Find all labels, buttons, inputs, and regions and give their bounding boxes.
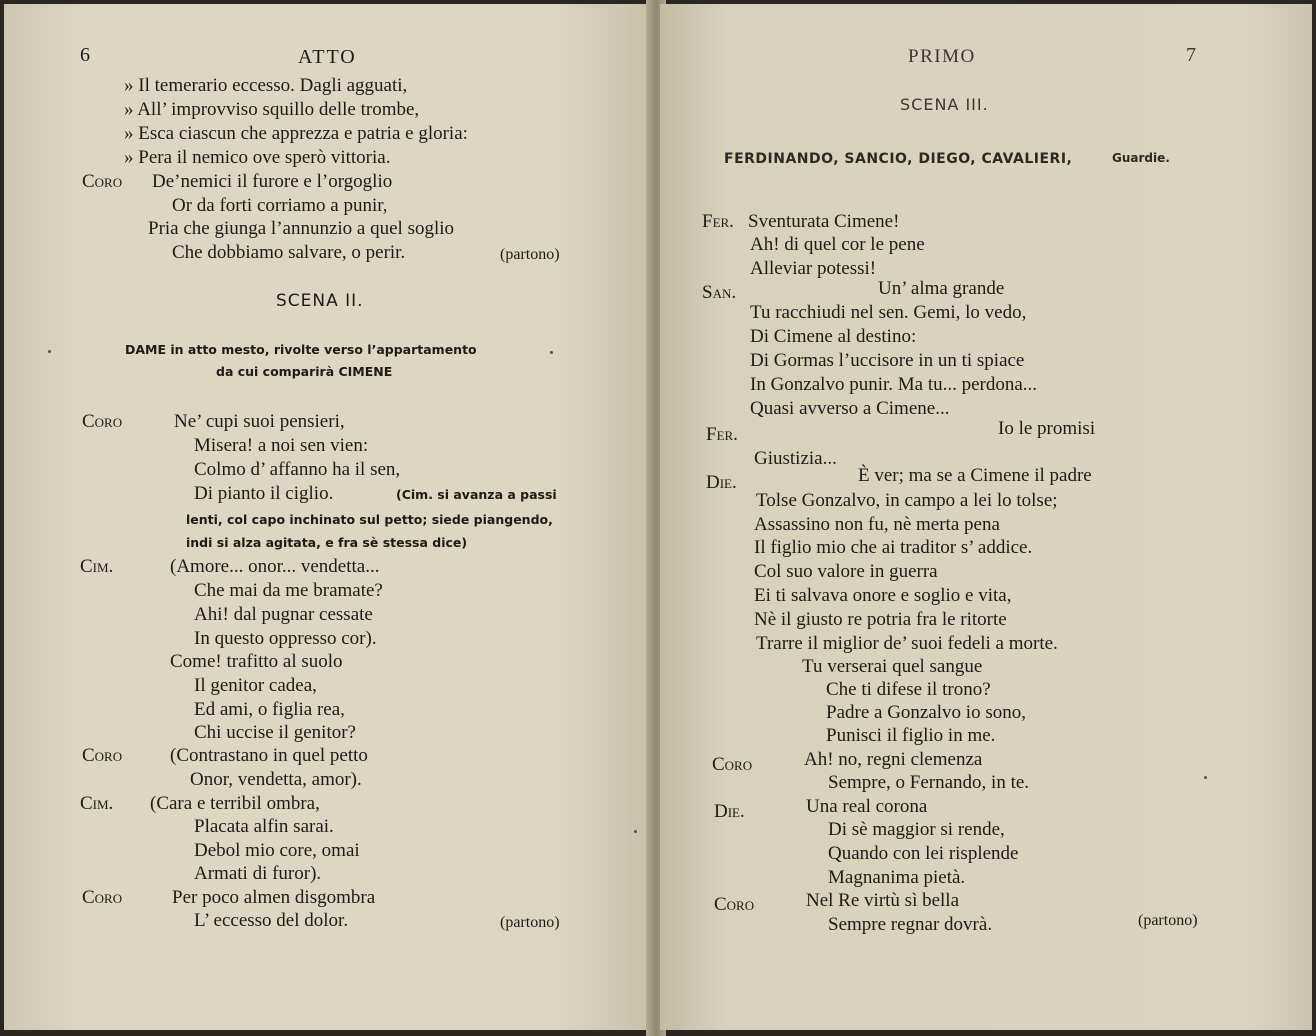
- verse-line: Onor, vendetta, amor).: [190, 769, 362, 790]
- speaker-label: Coro: [714, 894, 755, 915]
- paper-speck: [48, 350, 51, 353]
- verse-line: Che ti difese il trono?: [826, 679, 991, 700]
- verse-line: Di Cimene al destino:: [750, 326, 917, 347]
- verse-line: Giustizia...: [754, 448, 837, 469]
- exit-direction: (partono): [1138, 912, 1198, 929]
- speaker-label: Coro: [82, 171, 123, 192]
- verse-line: Ahi! dal pugnar cessate: [194, 604, 373, 625]
- verse-line: (Cara e terribil ombra,: [150, 793, 320, 814]
- running-head-left: ATTO: [298, 46, 357, 68]
- verse-line: Nè il giusto re potria fra le ritorte: [754, 609, 1007, 630]
- speaker-label: Coro: [712, 754, 753, 775]
- verse-line: » Esca ciascun che apprezza e patria e gloria:: [124, 123, 468, 144]
- paper-speck: [1204, 776, 1207, 779]
- running-head-right: PRIMO: [908, 46, 976, 67]
- stage-direction: indi si alza agitata, e fra sè stessa dice): [186, 535, 468, 550]
- speaker-label: San.: [702, 282, 737, 303]
- exit-direction: (partono): [500, 246, 560, 263]
- verse-line: Debol mio core, omai: [194, 840, 360, 861]
- verse-line: Chi uccise il genitor?: [194, 722, 356, 743]
- page-number-right: 7: [1186, 44, 1196, 66]
- verse-line: Una real corona: [806, 796, 928, 817]
- speaker-label: Cim.: [80, 793, 114, 814]
- speaker-label: Coro: [82, 745, 123, 766]
- verse-line: Tu racchiudi nel sen. Gemi, lo vedo,: [750, 302, 1027, 323]
- verse-line: Per poco almen disgombra: [172, 887, 376, 908]
- verse-line: È ver; ma se a Cimene il padre: [858, 465, 1092, 486]
- scene-title: SCENA III.: [900, 95, 989, 114]
- verse-line: Placata alfin sarai.: [194, 816, 334, 837]
- speaker-label: Die.: [714, 801, 745, 822]
- verse-line: Sventurata Cimene!: [748, 211, 900, 232]
- verse-line: Padre a Gonzalvo io sono,: [826, 702, 1026, 723]
- verse-line: Di Gormas l’uccisore in un ti spiace: [750, 350, 1025, 371]
- verse-line: (Amore... onor... vendetta...: [170, 556, 380, 577]
- paper-speck: [634, 830, 637, 833]
- verse-line: L’ eccesso del dolor.: [194, 910, 349, 931]
- verse-line: Di pianto il ciglio.: [194, 483, 334, 504]
- verse-line: De’nemici il furore e l’orgoglio: [152, 171, 393, 192]
- verse-line: Ah! di quel cor le pene: [750, 234, 925, 255]
- speaker-label: Cim.: [80, 556, 114, 577]
- verse-line: Che dobbiamo salvare, o perir.: [172, 242, 406, 263]
- verse-line: Ed ami, o figlia rea,: [194, 699, 345, 720]
- verse-line: Pria che giunga l’annunzio a quel soglio: [148, 218, 455, 239]
- verse-line: Nel Re virtù sì bella: [806, 890, 960, 911]
- paper-speck: [550, 351, 553, 354]
- verse-line: (Contrastano in quel petto: [170, 745, 368, 766]
- speaker-label: Fer.: [702, 211, 734, 232]
- verse-line: Armati di furor).: [194, 863, 322, 884]
- verse-line: Sempre, o Fernando, in te.: [828, 772, 1030, 793]
- verse-line: Assassino non fu, nè merta pena: [754, 514, 1000, 535]
- speaker-label: Coro: [82, 887, 123, 908]
- verse-line: Il figlio mio che ai traditor s’ addice.: [754, 537, 1033, 558]
- verse-line: Colmo d’ affanno ha il sen,: [194, 459, 401, 480]
- scene-title: SCENA II.: [276, 291, 364, 311]
- verse-line: Magnanima pietà.: [828, 867, 966, 888]
- verse-line: » Pera il nemico ove sperò vittoria.: [124, 147, 391, 168]
- exit-direction: (partono): [500, 914, 560, 931]
- verse-line: Ah! no, regni clemenza: [804, 749, 983, 770]
- verse-line: Ei ti salvava onore e soglio e vita,: [754, 585, 1012, 606]
- verse-line: Alleviar potessi!: [750, 258, 877, 279]
- characters-list: FERDINANDO, SANCIO, DIEGO, CAVALIERI,: [724, 151, 1073, 167]
- verse-line: In questo oppresso cor).: [194, 628, 377, 649]
- speaker-label: Coro: [82, 411, 123, 432]
- verse-line: Che mai da me bramate?: [194, 580, 383, 601]
- verse-line: Il genitor cadea,: [194, 675, 317, 696]
- verse-line: Sempre regnar dovrà.: [828, 914, 993, 935]
- stage-direction: DAME in atto mesto, rivolte verso l’appartamento: [125, 342, 477, 357]
- speaker-label: Die.: [706, 472, 737, 493]
- verse-line: Misera! a noi sen vien:: [194, 435, 369, 456]
- verse-line: Io le promisi: [998, 418, 1096, 439]
- verse-line: Col suo valore in guerra: [754, 561, 938, 582]
- verse-line: Di sè maggior si rende,: [828, 819, 1005, 840]
- verse-line: Tolse Gonzalvo, in campo a lei lo tolse;: [756, 490, 1058, 511]
- verse-line: » All’ improvviso squillo delle trombe,: [124, 99, 420, 120]
- verse-line: Ne’ cupi suoi pensieri,: [174, 411, 345, 432]
- speaker-label: Fer.: [706, 424, 738, 445]
- stage-direction: lenti, col capo inchinato sul petto; siede piangendo,: [186, 512, 553, 527]
- verse-line: Come! trafitto al suolo: [170, 651, 343, 672]
- right-page: [660, 4, 1312, 1030]
- verse-line: Quasi avverso a Cimene...: [750, 398, 950, 419]
- verse-line: Tu verserai quel sangue: [802, 656, 983, 677]
- verse-line: Punisci il figlio in me.: [826, 725, 996, 746]
- verse-line: » Il temerario eccesso. Dagli agguati,: [124, 75, 408, 96]
- left-page: [4, 4, 652, 1030]
- verse-line: Trarre il miglior de’ suoi fedeli a morte.: [756, 633, 1058, 654]
- stage-direction: da cui comparirà CIMENE: [216, 364, 393, 379]
- verse-line: Un’ alma grande: [878, 278, 1005, 299]
- page-number-left: 6: [80, 44, 90, 66]
- verse-line: Or da forti corriamo a punir,: [172, 195, 388, 216]
- verse-line: In Gonzalvo punir. Ma tu... perdona...: [750, 374, 1038, 395]
- characters-list-guards: Guardie.: [1112, 151, 1170, 165]
- stage-direction: (Cim. si avanza a passi: [396, 487, 557, 502]
- verse-line: Quando con lei risplende: [828, 843, 1019, 864]
